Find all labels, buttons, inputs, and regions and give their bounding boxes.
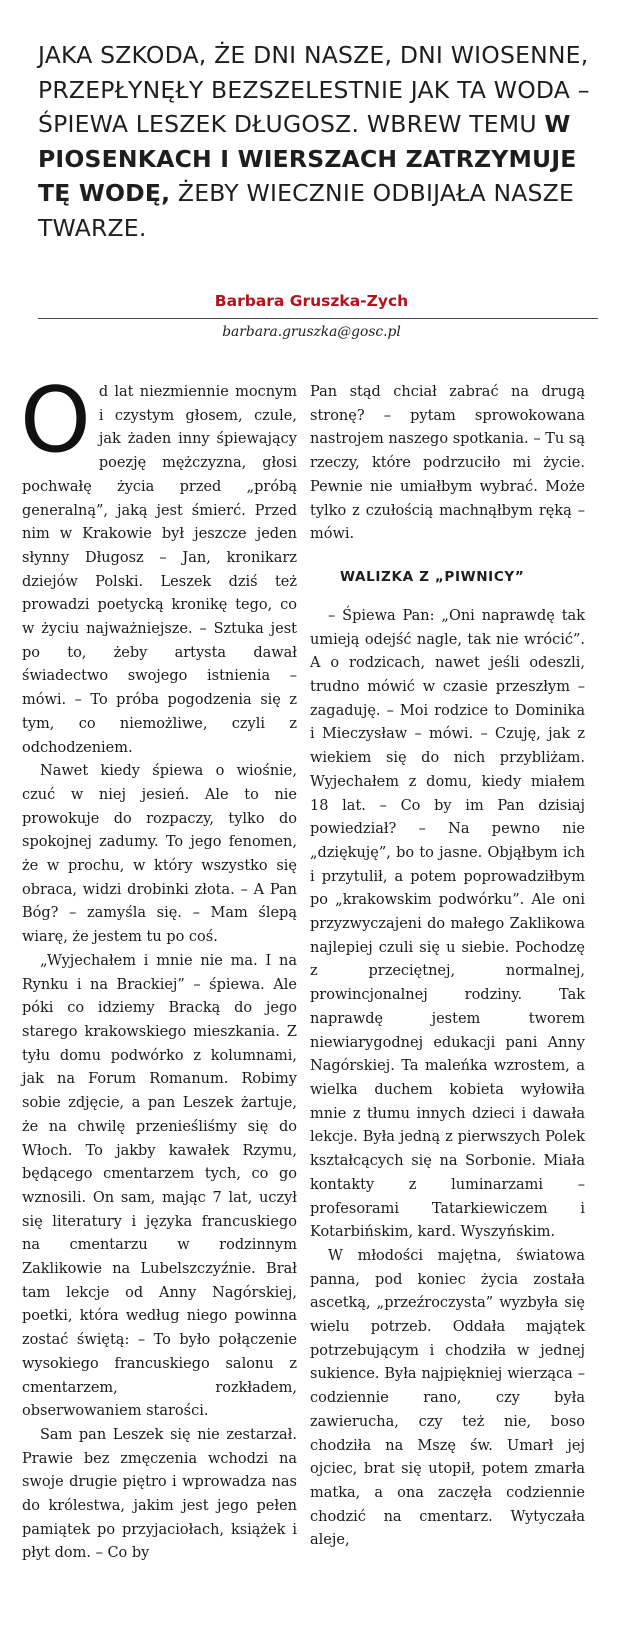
paragraph-1	[20, 368, 297, 760]
lead-text-bold: W PIOSENKACH I WIERSZACH ZATRZYMUJE TĘ WODĘ,	[38, 110, 577, 207]
paragraph-1-text: d lat niezmiennie mocnym i czystym głosem, czule, jak żaden inny śpiewający poezję mężczyzna, głosi pochwałę życia przed „próbą generalną”, jaką jest śmierć. Przed nim w Krakowie był jeszcze jeden słynny Długosz – Jan, kronikarz dziejów Polski. Leszek dziś też prowadzi poetycką kronikę tego, co w życiu najważniejsze. – Sztuka jest po to, żeby artysta dawał świadectwo swojego istnienia – mówi. – To próba pogodzenia się z tym, co niemożliwe, czyli z odchodzeniem.	[22, 384, 297, 756]
paragraph-4: Sam pan Leszek się nie zestarzał. Prawie bez zmęczenia wchodzi na swoje drugie piętro i wprowadza nas do królestwa, jakim jest jego pełen pamiątek po przyjaciołach, książek i płyt dom. – Co by	[22, 1426, 297, 1562]
paragraph-6: – Śpiewa Pan: „Oni naprawdę tak umieją odejść nagle, tak nie wrócić”. A o rodzicach, nawet jeśli odeszli, trudno mówić w czasie przeszłym – zagaduję. – Moi rodzice to Dominika i Mieczysław – mówi. – Czuję, jak z wiekiem się do nich przybliżam. Wyjechałem z domu, kiedy miałem 18 lat. – Co by im Pan dzisiaj powiedział? – Na pewno nie „dziękuję”, bo to jasne. Objąłbym ich i przytulił, a potem poprowadziłbym po „krakowskim podwórku”. Ale oni przyzwyczajeni do małego Zaklikowa najlepiej czuli się u siebie. Pochodzę z przeciętnej, normalnej, prowincjonalnej rodziny. Tak naprawdę jestem tworem niewiarygodnej edukacji pani Anny Nagórskiej. Ta maleńka wzrostem, a wielka duchem kobieta wyłowiła mnie z tłumu innych dzieci i dawała lekcje. Była jedną z pierwszych Polek kształcących się na Sorbonie. Miała kontakty z luminarzami – profesorami Tatarkiewiczem i Kotarbińskim, kard. Wyszyńskim.	[310, 607, 585, 1241]
paragraph-2: Nawet kiedy śpiewa o wiośnie, czuć w niej jesień. Ale to nie prowokuje do rozpaczy, tylko do spokojnej zadumy. To jego fenomen, że w prochu, w który wszystko się obraca, widzi drobinki złota. – A Pan Bóg? – zamyśla się. – Mam ślepą wiarę, że jestem tu po coś.	[22, 763, 297, 946]
lead-text-part2: ŻEBY WIECZNIE ODBIJAŁA NASZE TWARZE.	[38, 179, 574, 242]
author-email: barbara.gruszka@gosc.pl	[222, 324, 401, 340]
article-lead	[38, 38, 598, 245]
byline-divider	[38, 318, 598, 319]
lead-text-part1: JAKA SZKODA, ŻE DNI NASZE, DNI WIOSENNE, PRZEPŁYNĘŁY BEZSZELESTNIE JAK TA WODA – ŚPIEWA LESZEK DŁUGOSZ. WBREW TEMU	[38, 41, 590, 138]
paragraph-5: Pan stąd chciał zabrać na drugą stronę? – pytam sprowokowana nastrojem naszego spotkania. – Tu są rzeczy, które podrzuciło mi życie. Pewnie nie umiałbym wybrać. Może tylko z czułością machnąłbym ręką – mówi.	[310, 384, 585, 543]
paragraph-3: „Wyjechałem i mnie nie ma. I na Rynku i na Brackiej” – śpiewa. Ale póki co idziemy Bracką do jego starego krakowskiego mieszkania. Z tyłu domu podwórko z kolumnami, jak na Forum Romanum. Robimy sobie zdjęcie, a pan Leszek żartuje, że na chwilę przenieśliśmy się do Włoch. To jakby kawałek Rzymu, będącego cmentarzem tych, co go wznosili. On sam, mając 7 lat, uczył się literatury i języka francuskiego na cmentarzu w rodzinnym Zaklikowie na Lubelszczyźnie. Brał tam lekcje od Anny Nagórskiej, poetki, która według niego powinna zostać świętą: – To było połączenie wysokiego francuskiego salonu z cmentarzem, rozkładem, obserwowaniem starości.	[22, 952, 297, 1420]
article-column-right	[310, 381, 585, 1553]
drop-cap: O	[20, 368, 91, 473]
section-subheading: WALIZKA Z „PIWNICY”	[340, 568, 525, 585]
paragraph-7: W młodości majętna, światowa panna, pod koniec życia została ascetką, „przeźroczysta” wyzbyła się wielu potrzeb. Oddała majątek potrzebującym i chodziła w jednej sukience. Była najpiękniej wierząca – codziennie rano, czy była zawierucha, czy też nie, boso chodziła na Mszę św. Umarł jej ojciec, brat się utopił, potem zmarła matka, a ona zaczęła codziennie chodzić na cmentarz. Wytyczała aleje,	[310, 1247, 585, 1549]
article-column-left	[20, 368, 297, 1566]
author-name: Barbara Gruszka-Zych	[214, 292, 409, 310]
